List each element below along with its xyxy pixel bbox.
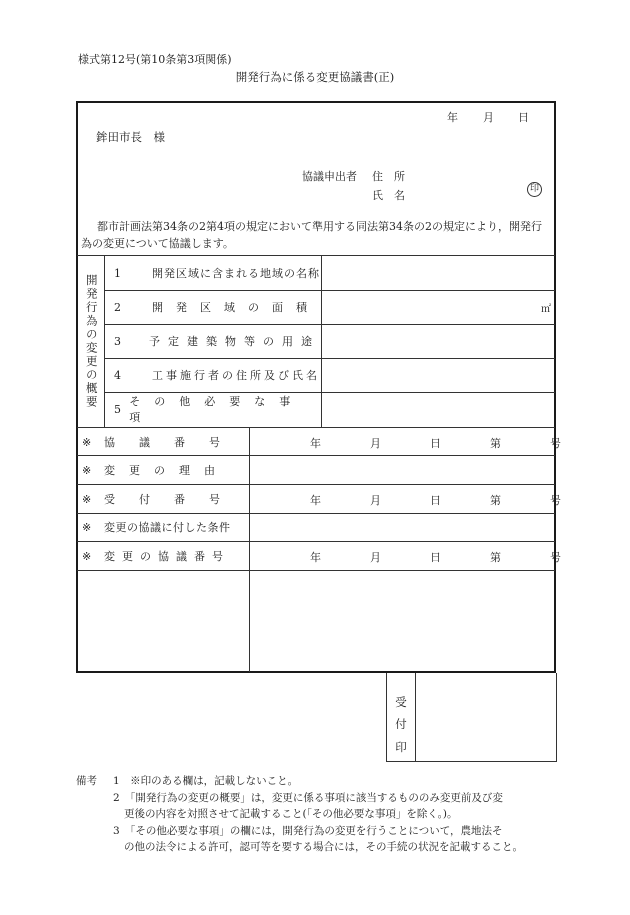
row-value: 年 月 日 第 号 (310, 551, 580, 564)
section-item-5: 5 その他必要な事項 (114, 400, 320, 418)
seal-mark: 印 (527, 182, 542, 197)
receipt-box-left (386, 673, 387, 761)
official-row-1: ※ 協議番号 (82, 435, 244, 449)
receipt-label-char: 受 (395, 695, 407, 709)
divider (321, 256, 322, 427)
applicant-name-label: 氏 名 (372, 189, 405, 202)
note-line: の他の法令による許可，認可等を要する場合には，その手続の状況を記載すること。 (124, 841, 523, 853)
section-item-label: その他必要な事項 (129, 395, 305, 424)
row-label: 変更の協議に付した条件 (104, 521, 231, 534)
divider (77, 541, 555, 542)
divider (249, 427, 250, 672)
intro-text: 都市計画法第34条の2第4項の規定において準用する同法第34条の2の規定により，開発行為の変更について協議します。 (81, 220, 542, 250)
date-year-label: 年 (447, 111, 458, 124)
form-title: 開発行為に係る変更協議書(正) (235, 70, 395, 84)
row-value: 年 月 日 第 号 (310, 437, 580, 450)
row-label: 変更の協議番号 (104, 550, 230, 563)
receipt-box-bottom (386, 761, 557, 762)
section-item-label: 予定建築物等の用途 (149, 335, 320, 348)
section-side-label: 開発行為の変更の概要 (84, 273, 99, 409)
divider (77, 513, 555, 514)
date-month-label: 月 (483, 111, 494, 124)
receipt-box-divider (415, 673, 416, 761)
note-line: 3 「その他必要な事項」の欄には，開発行為の変更を行うことについて，農地法そ (113, 825, 503, 837)
row-label: 協議番号 (104, 436, 244, 449)
applicant-address-label: 住 所 (372, 170, 405, 183)
receipt-box-right (556, 673, 557, 761)
note-line: 1 ※印のある欄は，記載しないこと。 (113, 775, 299, 787)
row-label: 変更の理由 (104, 464, 229, 477)
notes-heading: 備考 (76, 775, 97, 787)
section-item-1: 1 開発区域に含まれる地域の名称 (114, 266, 320, 280)
divider (77, 484, 555, 485)
divider (77, 255, 555, 256)
official-row-2: ※ 変更の理由 (82, 463, 229, 477)
official-row-3: ※ 受付番号 (82, 492, 244, 506)
receipt-label-char: 印 (395, 740, 407, 754)
section-item-label: 開発区域の面積 (152, 301, 320, 314)
divider (104, 256, 105, 427)
form-number: 様式第12号(第10条第3項関係) (78, 53, 232, 66)
applicant-label: 協議申出者 (302, 170, 357, 183)
divider (77, 455, 555, 456)
official-row-5: ※ 変更の協議番号 (82, 549, 230, 563)
receipt-label-char: 付 (395, 717, 407, 731)
row-value: 年 月 日 第 号 (310, 494, 580, 507)
area-unit: ㎡ (541, 304, 551, 315)
section-item-3: 3 予定建築物等の用途 (114, 334, 320, 348)
official-row-4: ※ 変更の協議に付した条件 (82, 520, 231, 534)
divider (77, 427, 555, 428)
divider (105, 290, 555, 291)
row-label: 受付番号 (104, 493, 244, 506)
section-item-4: 4 工事施行者の住所及び氏名 (114, 368, 320, 382)
note-line: 2 「開発行為の変更の概要」は，変更に係る事項に該当するもののみ変更前及び変 (113, 792, 503, 804)
note-line: 更後の内容を対照させて記載すること(「その他必要な事項」を除く。)。 (124, 808, 458, 820)
recipient: 鉾田市長 様 (96, 130, 165, 144)
section-item-2: 2 開発区域の面積 (114, 300, 320, 314)
date-day-label: 日 (518, 111, 529, 124)
section-item-label: 工事施行者の住所及び氏名 (152, 369, 320, 382)
divider (105, 324, 555, 325)
divider (105, 358, 555, 359)
form-frame (76, 101, 556, 673)
section-item-label: 開発区域に含まれる地域の名称 (152, 267, 320, 280)
divider (77, 570, 555, 571)
